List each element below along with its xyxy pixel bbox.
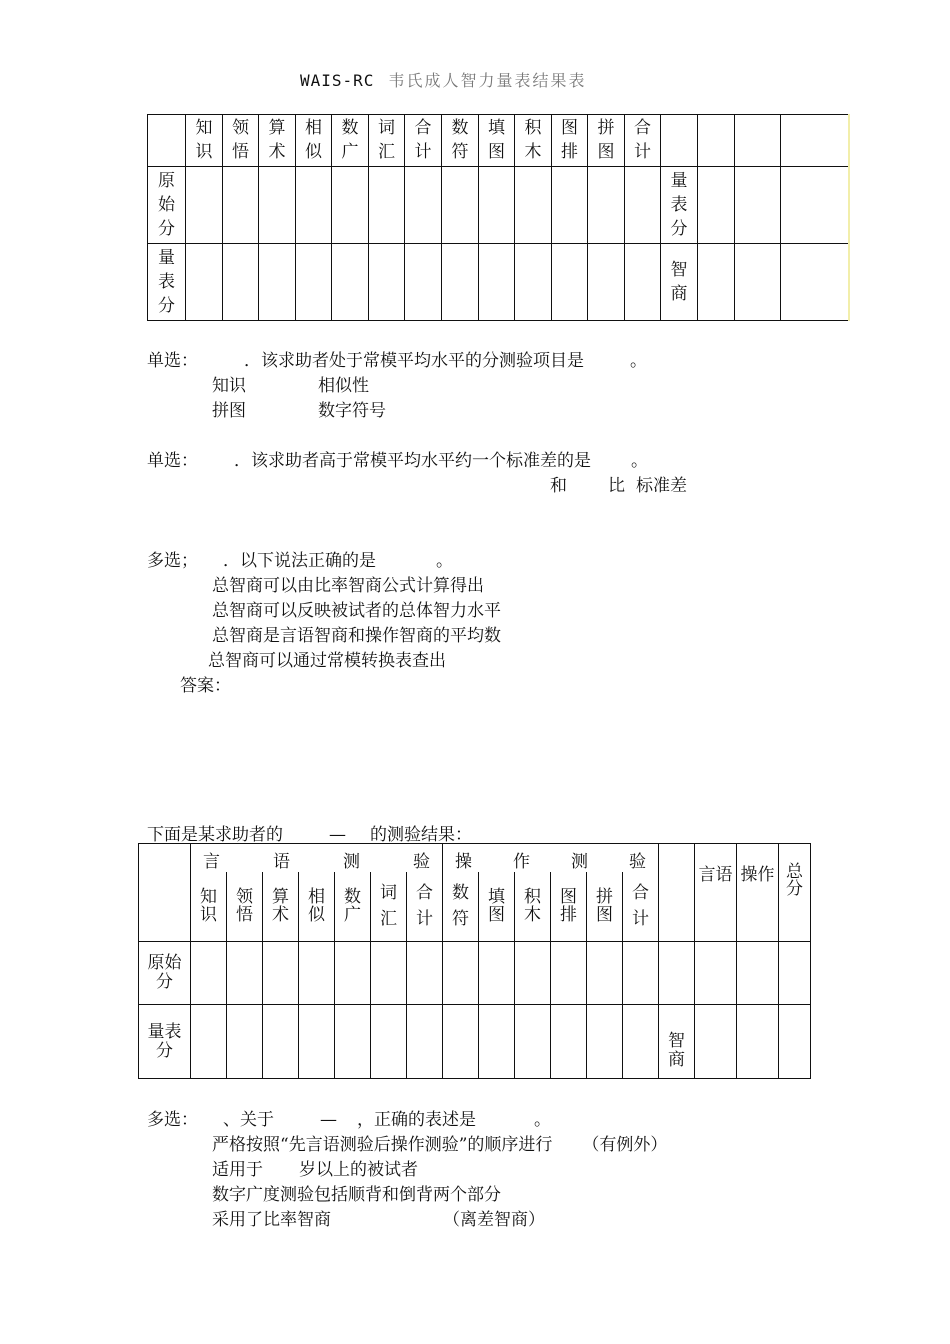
table-cell <box>186 167 223 244</box>
option[interactable]: 数字符号 <box>318 401 386 421</box>
table-cell <box>623 942 659 1005</box>
question-type: 多选； <box>147 551 198 571</box>
header-cell: 数符 <box>443 872 479 942</box>
header-cell: 词汇 <box>369 115 405 167</box>
table-cell <box>335 1005 371 1079</box>
table-cell <box>259 244 296 321</box>
table-cell <box>552 244 588 321</box>
row-label: 量表分 <box>148 244 186 321</box>
table-cell <box>735 167 781 244</box>
question-2 <box>147 446 648 471</box>
option[interactable]: 总智商可以通过常模转换表查出 <box>208 651 446 671</box>
row-label: 原始分 <box>139 942 191 1005</box>
header-cell: 相似 <box>299 872 335 942</box>
table-cell <box>299 1005 335 1079</box>
question-type: 多选： <box>147 1110 198 1130</box>
header-cell: 图排 <box>552 115 588 167</box>
table-cell <box>332 244 369 321</box>
question-type: 单选： <box>147 351 198 371</box>
empty-cell <box>781 115 849 167</box>
table-cell <box>223 167 259 244</box>
table-cell <box>263 942 299 1005</box>
question-1 <box>147 346 647 371</box>
header-cell: 领悟 <box>227 872 263 942</box>
option[interactable]: 采用了比率智商 （离差智商） <box>212 1210 545 1230</box>
table-cell <box>515 942 551 1005</box>
header-cell: 填图 <box>479 115 515 167</box>
header-cell: 合计 <box>405 115 442 167</box>
title-code: WAIS-RC <box>300 71 375 90</box>
table-cell <box>296 167 332 244</box>
table-cell <box>587 1005 623 1079</box>
table-cell <box>191 1005 227 1079</box>
table-cell <box>371 942 407 1005</box>
option[interactable]: 适用于 岁以上的被试者 <box>212 1160 418 1180</box>
option[interactable]: 总智商是言语智商和操作智商的平均数 <box>212 626 501 646</box>
header-cell: 拼图 <box>587 872 623 942</box>
intro-text: 的测验结果： <box>370 825 472 845</box>
option[interactable]: 相似性 <box>318 376 369 396</box>
header-cell: 算术 <box>263 872 299 942</box>
answer-fragment: 标准差 <box>636 476 687 496</box>
table-cell <box>479 244 515 321</box>
table-cell <box>515 244 552 321</box>
question-end: 。 <box>436 551 453 571</box>
answer-fragment: 和 <box>550 476 567 496</box>
header-cell: 数符 <box>442 115 479 167</box>
table-cell <box>335 942 371 1005</box>
table-cell <box>698 244 735 321</box>
table-cell <box>186 244 223 321</box>
question-end: 。 <box>631 451 648 471</box>
table-cell <box>299 942 335 1005</box>
header-cell: 数广 <box>335 872 371 942</box>
question-stem: ．以下说法正确的是 <box>223 551 376 571</box>
question-stem: ．该求助者处于常模平均水平的分测验项目是 <box>244 351 584 371</box>
header-cell: 积木 <box>515 872 551 942</box>
option[interactable]: 总智商可以由比率智商公式计算得出 <box>212 576 484 596</box>
header-cell: 知识 <box>191 872 227 942</box>
header-cell: 图排 <box>551 872 587 942</box>
table-cell <box>443 942 479 1005</box>
table-cell <box>588 167 625 244</box>
table-cell <box>659 942 695 1005</box>
question-stem: ，正确的表述是 <box>357 1110 476 1130</box>
table-cell <box>223 244 259 321</box>
table-cell <box>191 942 227 1005</box>
title-rest: 韦氏成人智力量表结果表 <box>388 71 587 90</box>
table-cell <box>625 244 661 321</box>
empty-cell <box>661 115 698 167</box>
table-cell <box>625 167 661 244</box>
table-cell <box>369 244 405 321</box>
table-cell <box>263 1005 299 1079</box>
table-cell <box>779 1005 811 1079</box>
table-cell <box>296 244 332 321</box>
score-table-2 <box>138 843 811 1079</box>
table-cell <box>779 942 811 1005</box>
table-cell <box>552 167 588 244</box>
question-stem: ．该求助者高于常模平均水平约一个标准差的是 <box>234 451 591 471</box>
header-cell: 积木 <box>515 115 552 167</box>
empty-cell <box>698 115 735 167</box>
header-cell: 算术 <box>259 115 296 167</box>
question-dash: — <box>320 1110 337 1130</box>
header-cell: 数广 <box>332 115 369 167</box>
option-note: （离差智商） <box>443 1210 545 1230</box>
side-label: 智商 <box>661 244 698 321</box>
table-cell <box>588 244 625 321</box>
option[interactable]: 数字广度测验包括顺背和倒背两个部分 <box>212 1185 501 1205</box>
question-stem: 、关于 <box>223 1110 274 1130</box>
header-cell: 填图 <box>479 872 515 942</box>
empty-cell <box>735 115 781 167</box>
table-cell <box>405 244 442 321</box>
header-cell: 知识 <box>186 115 223 167</box>
table-cell <box>623 1005 659 1079</box>
corner-cell <box>148 115 186 167</box>
table-cell <box>442 167 479 244</box>
option[interactable]: 总智商可以反映被试者的总体智力水平 <box>212 601 501 621</box>
table-cell <box>515 1005 551 1079</box>
section-intro <box>147 820 472 845</box>
group-header-performance: 操作测验 <box>443 844 659 872</box>
table-cell <box>407 942 443 1005</box>
header-cell: 领悟 <box>223 115 259 167</box>
table-cell <box>371 1005 407 1079</box>
side-label: 量表分 <box>661 167 698 244</box>
header-cell: 拼图 <box>588 115 625 167</box>
table-cell <box>227 942 263 1005</box>
header-cell: 相似 <box>296 115 332 167</box>
table-cell <box>479 1005 515 1079</box>
table-cell <box>332 167 369 244</box>
row-label: 量表分 <box>139 1005 191 1079</box>
score-table-1 <box>147 114 850 321</box>
table-cell <box>227 1005 263 1079</box>
question-4 <box>147 1105 551 1130</box>
table-cell <box>443 1005 479 1079</box>
table-cell <box>479 167 515 244</box>
question-3 <box>147 546 453 571</box>
group-header-verbal: 言语测验 <box>191 844 443 872</box>
table-cell <box>695 942 737 1005</box>
intro-text: 下面是某求助者的 <box>147 825 283 845</box>
question-type: 单选： <box>147 451 198 471</box>
corner-cell <box>139 844 191 942</box>
row-label: 原始分 <box>148 167 186 244</box>
option[interactable]: 严格按照“先言语测验后操作测验”的顺序进行 （有例外） <box>212 1135 668 1155</box>
table-cell <box>587 942 623 1005</box>
answer-label: 答案： <box>180 676 231 696</box>
table-cell <box>551 1005 587 1079</box>
header-cell: 合计 <box>623 872 659 942</box>
table-cell <box>698 167 735 244</box>
iq-header-performance: 操作 <box>737 844 779 942</box>
intro-dash: — <box>329 825 346 845</box>
iq-header-total: 总分 <box>779 844 811 942</box>
header-cell: 合计 <box>407 872 443 942</box>
option-note: （有例外） <box>582 1135 668 1155</box>
option[interactable]: 知识 <box>212 376 246 396</box>
table-cell <box>737 1005 779 1079</box>
iq-label: 智商 <box>659 1005 695 1079</box>
table-cell <box>781 167 849 244</box>
table-cell <box>695 1005 737 1079</box>
header-cell: 合计 <box>625 115 661 167</box>
table-cell <box>259 167 296 244</box>
empty-cell <box>659 844 695 942</box>
table-cell <box>479 942 515 1005</box>
table-cell <box>515 167 552 244</box>
table-cell <box>735 244 781 321</box>
table-cell <box>442 244 479 321</box>
question-end: 。 <box>630 351 647 371</box>
table-cell <box>369 167 405 244</box>
table-cell <box>551 942 587 1005</box>
page-title <box>300 68 586 91</box>
question-end: 。 <box>534 1110 551 1130</box>
table-cell <box>405 167 442 244</box>
iq-header-verbal: 言语 <box>695 844 737 942</box>
table-cell <box>407 1005 443 1079</box>
header-cell: 词汇 <box>371 872 407 942</box>
table-cell <box>737 942 779 1005</box>
option[interactable]: 拼图 <box>212 401 246 421</box>
table-cell <box>781 244 849 321</box>
answer-fragment: 比 <box>608 476 625 496</box>
